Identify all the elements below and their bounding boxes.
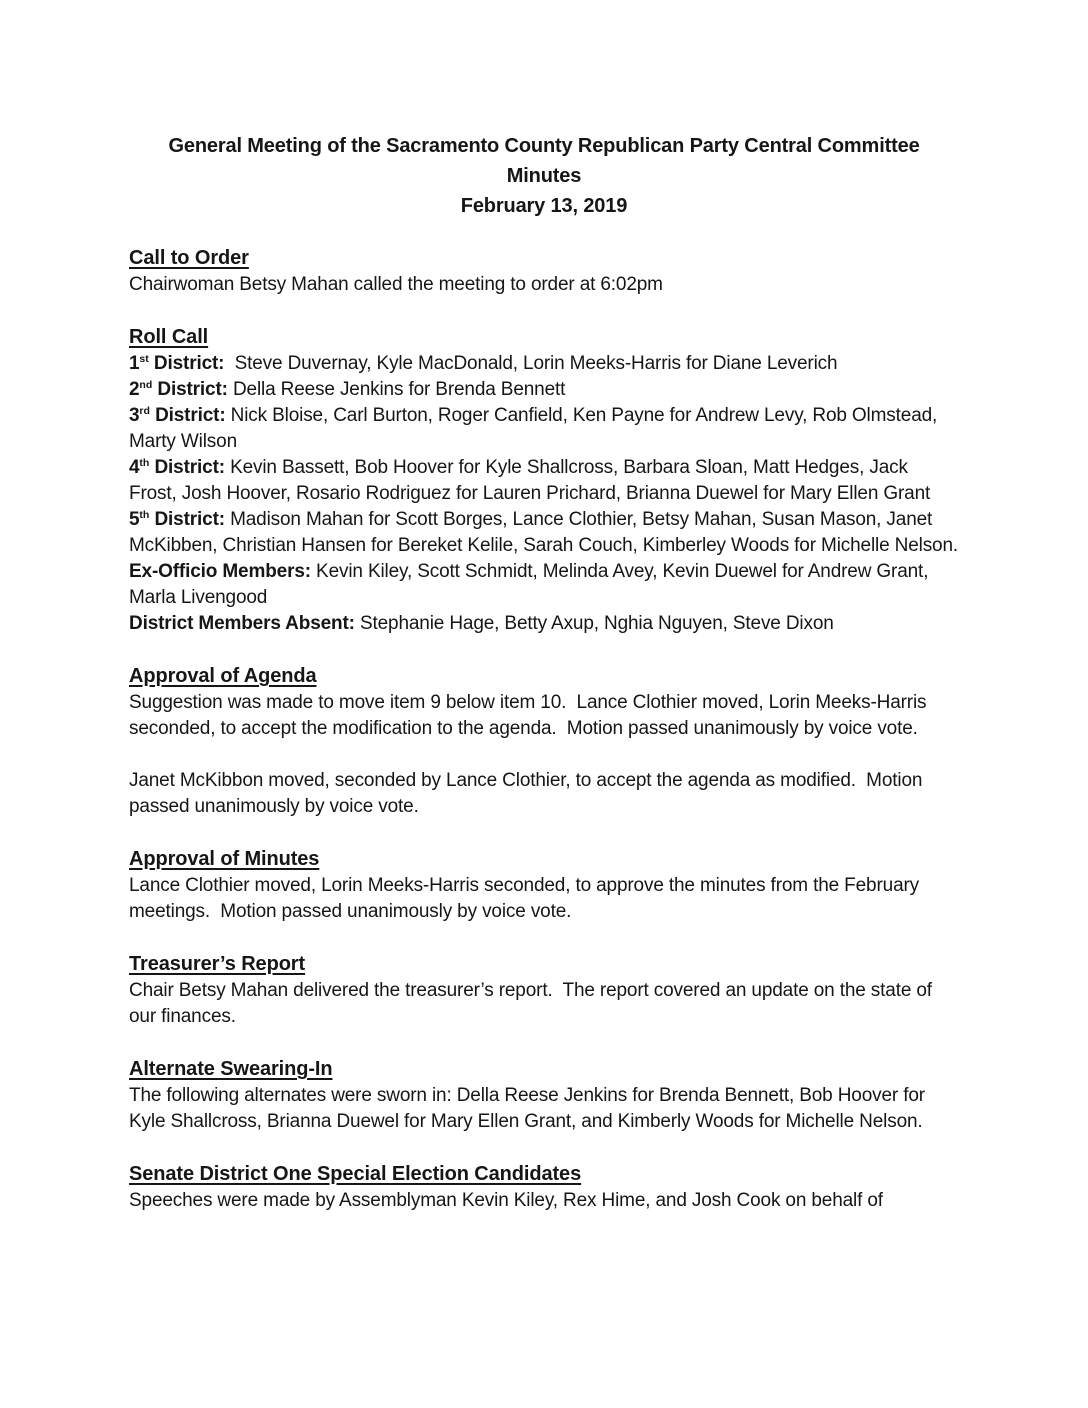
section-call-to-order [129,245,959,298]
roll-call-district-3 [129,403,959,455]
section-alternate-swearing-in [129,1056,959,1135]
ordinal-suffix: rd [139,405,150,417]
paragraph-senate-district-one: Speeches were made by Assemblyman Kevin Kiley, Rex Hime, and Josh Cook on behalf of [129,1190,883,1211]
paragraph-agenda-2: Janet McKibbon moved, seconded by Lance Clothier, to accept the agenda as modified. Motion passed unanimously by voice vote. [129,770,928,817]
district-5-label: 5th District: [129,509,225,530]
document-title-block [129,131,959,221]
ex-officio-names: Kevin Kiley, Scott Schmidt, Melinda Avey, Kevin Duewel for Andrew Grant, Marla Livengood [129,561,934,608]
roll-call-district-2 [129,377,959,403]
paragraph-approval-of-minutes: Lance Clothier moved, Lorin Meeks-Harris seconded, to approve the minutes from the February meetings. Motion passed unanimously by voice vote. [129,875,925,922]
district-1-names: Steve Duvernay, Kyle MacDonald, Lorin Meeks-Harris for Diane Leverich [224,353,838,374]
section-heading-senate-district-one: Senate District One Special Election Candidates [129,1163,582,1185]
paragraph-alternate-swearing-in: The following alternates were sworn in: Della Reese Jenkins for Brenda Bennett, Bob Hoover for Kyle Shallcross, Brianna Duewel for Mary Ellen Grant, and Kimberly Woods for Michelle Nelson. [129,1085,931,1132]
district-1-label: 1st District: [129,353,225,374]
section-senate-district-one [129,1161,959,1214]
ordinal-suffix: st [139,353,149,365]
ex-officio-label: Ex-Officio Members: [129,561,311,582]
district-4-label: 4th District: [129,457,225,478]
ordinal-suffix: nd [139,379,153,391]
roll-call-district-1 [129,351,959,377]
section-approval-of-minutes [129,846,959,925]
paragraph-treasurers-report: Chair Betsy Mahan delivered the treasurer’s report. The report covered an update on the state of our finances. [129,980,938,1027]
section-treasurers-report [129,951,959,1030]
ordinal-suffix: th [139,457,150,469]
document-title: General Meeting of the Sacramento County Republican Party Central Committee [168,135,920,157]
paragraph-agenda-1: Suggestion was made to move item 9 below item 10. Lance Clothier moved, Lorin Meeks-Harris seconded, to accept the modification to the agenda. Motion passed unanimously by voice vote. [129,692,932,739]
document-date: February 13, 2019 [460,195,628,217]
ordinal-suffix: th [139,509,150,521]
district-3-label: 3rd District: [129,405,226,426]
roll-call-absent [129,611,959,637]
absent-names: Stephanie Hage, Betty Axup, Nghia Nguyen, Steve Dixon [354,613,834,634]
section-approval-of-agenda [129,663,959,820]
document-subtitle: Minutes [506,165,582,187]
district-2-label: 2nd District: [129,379,228,400]
section-heading-treasurers-report: Treasurer’s Report [129,953,306,975]
section-roll-call [129,324,959,637]
roll-call-ex-officio [129,559,959,611]
blank-line [129,742,959,768]
absent-label: District Members Absent: [129,613,355,634]
section-heading-alternate-swearing-in: Alternate Swearing-In [129,1058,333,1080]
district-3-names: Nick Bloise, Carl Burton, Roger Canfield, Ken Payne for Andrew Levy, Rob Olmstead, Marty Wilson [129,405,943,452]
section-heading-approval-of-agenda: Approval of Agenda [129,665,317,687]
district-5-names: Madison Mahan for Scott Borges, Lance Clothier, Betsy Mahan, Susan Mason, Janet McKibben, Christian Hansen for Bereket Kelile, Sarah Couch, Kimberley Woods for Michelle Nelson. [129,509,959,556]
paragraph-call-to-order: Chairwoman Betsy Mahan called the meeting to order at 6:02pm [129,274,663,295]
section-heading-call-to-order: Call to Order [129,247,249,269]
district-4-names: Kevin Bassett, Bob Hoover for Kyle Shallcross, Barbara Sloan, Matt Hedges, Jack Frost, Josh Hoover, Rosario Rodriguez for Lauren Prichard, Brianna Duewel for Mary Ellen Grant [129,457,931,504]
district-2-names: Della Reese Jenkins for Brenda Bennett [227,379,566,400]
roll-call-district-4 [129,455,959,507]
roll-call-district-5 [129,507,959,559]
section-heading-approval-of-minutes: Approval of Minutes [129,848,320,870]
section-heading-roll-call: Roll Call [129,326,209,348]
